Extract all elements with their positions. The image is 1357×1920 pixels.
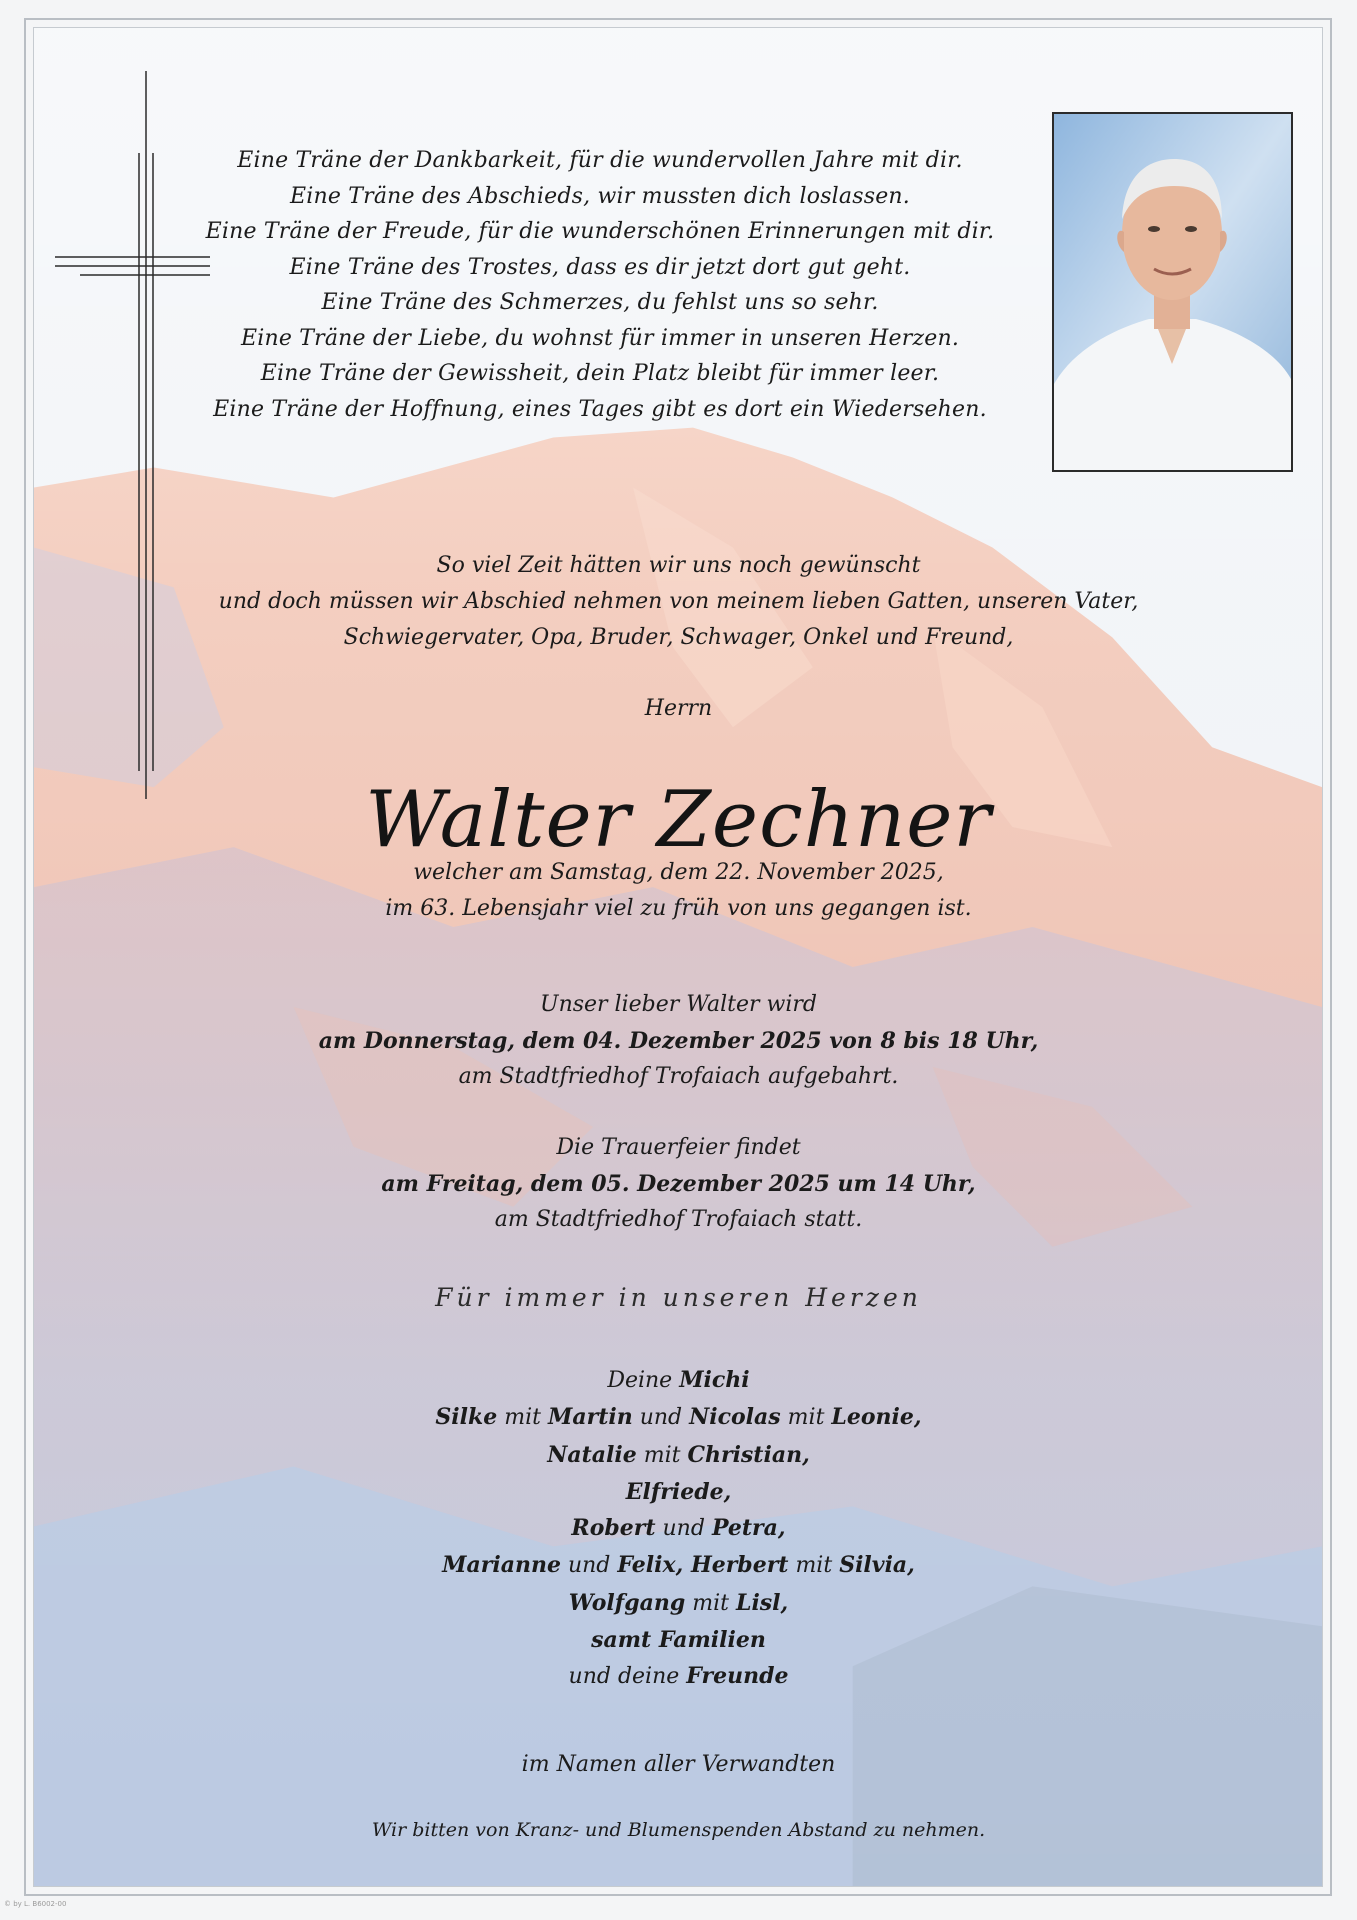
poem-line: Eine Träne des Abschieds, wir mussten dich loslassen. (289, 183, 910, 209)
mourner-line: Robert und Petra, (571, 1515, 786, 1542)
funeral-line: Die Trauerfeier findet (556, 1135, 801, 1160)
poem-line: Eine Träne der Hoffnung, eines Tages gibt es dort ein Wiedersehen. (213, 396, 987, 422)
poem-line: Eine Träne des Schmerzes, du fehlst uns so sehr. (321, 290, 879, 315)
mourner-line: Wolfgang mit Lisl, (568, 1589, 789, 1616)
intro-line: Schwiegervater, Opa, Bruder, Schwager, Onkel und Freund, (343, 625, 1014, 650)
poem-line: Eine Träne der Liebe, du wohnst für immer in unseren Herzen. (240, 325, 960, 351)
deceased-name: Walter Zechner (365, 775, 992, 865)
intro-line: So viel Zeit hätten wir uns noch gewünscht (436, 553, 921, 578)
mourners-list (0, 1362, 1357, 1696)
cross-icon (20, 71, 210, 801)
poem-line: Eine Träne der Gewissheit, dein Platz bleibt für immer leer. (260, 361, 940, 386)
mourner-line: Deine Michi (607, 1367, 750, 1393)
viewing-line: Unser lieber Walter wird (540, 992, 817, 1017)
mourner-line: Silke mit Martin und Nicolas mit Leonie, (435, 1404, 922, 1431)
funeral-date: am Freitag, dem 05. Dezember 2025 um 14 Uhr, (381, 1171, 976, 1197)
viewing-place: am Stadtfriedhof Trofaiach aufgebahrt. (458, 1064, 899, 1089)
death-line: im 63. Lebensjahr viel zu früh von uns gegangen ist. (385, 896, 972, 921)
death-line: welcher am Samstag, dem 22. November 2025, (413, 860, 944, 885)
poem (190, 143, 1010, 427)
poem-line: Eine Träne der Dankbarkeit, für die wundervollen Jahre mit dir. (237, 148, 963, 173)
intro-text (0, 548, 1357, 656)
funeral-place: am Stadtfriedhof Trofaiach statt. (494, 1207, 863, 1232)
portrait-image (1054, 114, 1291, 470)
mourner-line: Natalie mit Christian, (547, 1441, 810, 1468)
viewing-info (0, 987, 1357, 1095)
poem-line: Eine Träne der Freude, für die wunderschönen Erinnerungen mit dir. (205, 219, 995, 244)
salutation: Herrn (644, 696, 713, 721)
portrait-photo (1052, 112, 1293, 472)
mourner-line: und deine Freunde (568, 1663, 789, 1690)
death-notice (0, 855, 1357, 927)
motto: Für immer in unseren Herzen (435, 1283, 922, 1312)
funeral-info (0, 1130, 1357, 1238)
footer-code: © by L. B6002-00 (4, 1900, 67, 1908)
mourner-line: Marianne und Felix, Herbert mit Silvia, (442, 1552, 915, 1579)
closing-request: Wir bitten von Kranz- und Blumenspenden Abstand zu nehmen. (371, 1819, 986, 1841)
poem-line: Eine Träne des Trostes, dass es dir jetzt dort gut geht. (289, 254, 911, 280)
mourner-line: samt Familien (591, 1627, 766, 1654)
relatives-line: im Namen aller Verwandten (521, 1752, 836, 1777)
mourner-line: Elfriede, (625, 1478, 732, 1505)
viewing-date: am Donnerstag, dem 04. Dezember 2025 von 8 bis 18 Uhr, (318, 1028, 1039, 1054)
intro-line: und doch müssen wir Abschied nehmen von meinem lieben Gatten, unseren Vater, (218, 589, 1139, 614)
